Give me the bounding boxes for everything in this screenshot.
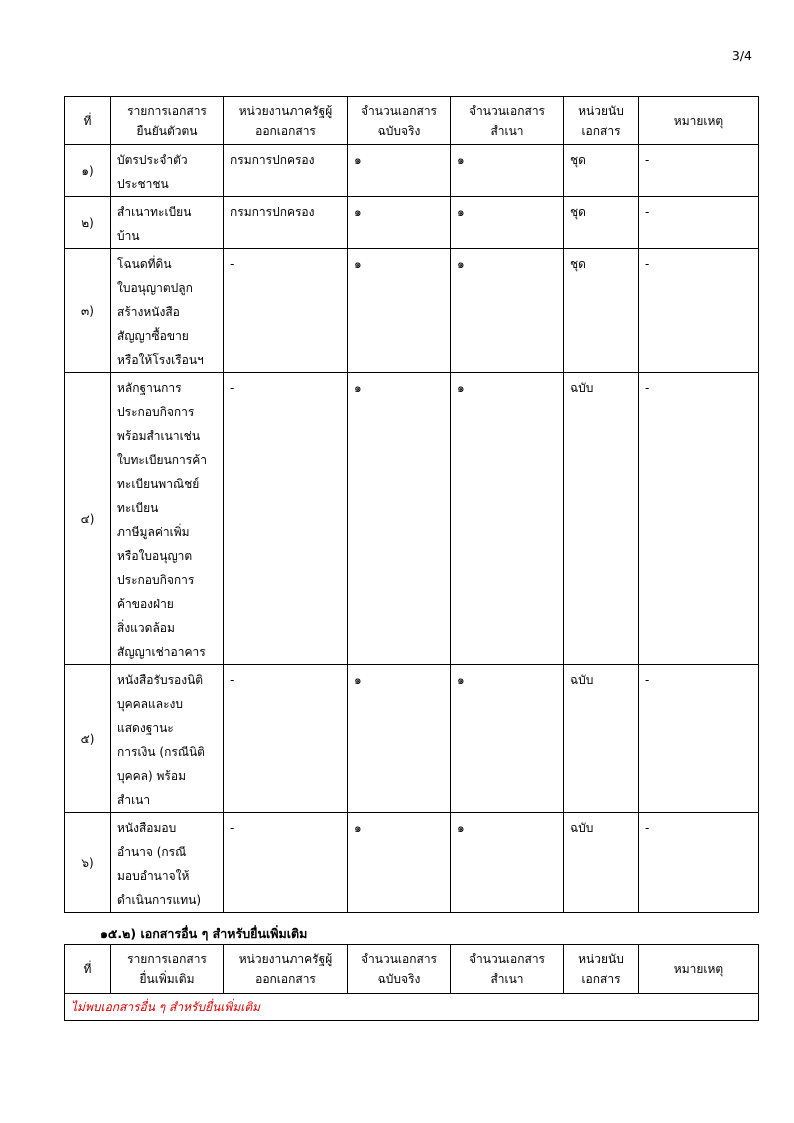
document-name-line: บัตรประจำตัว [117,153,188,167]
remark: - [639,145,759,197]
issuing-agency: กรมการปกครอง [224,197,348,249]
document-name [111,665,224,813]
document-name-line: สัญญาเช่าอาคาร [117,645,206,659]
document-name-line: ค้าของฝ่าย [117,597,174,611]
table-row [65,249,759,373]
document-unit: ฉบับ [564,813,639,913]
header-line: จำนวนเอกสาร [361,103,437,118]
header-line: เอกสาร [581,972,621,986]
header-cell [564,945,639,994]
header-cell [348,945,451,994]
header-cell [65,945,111,994]
copy-count: ๑ [451,813,564,913]
issuing-agency: - [224,665,348,813]
document-name [111,373,224,665]
document-name-line: โฉนดที่ดิน [117,257,172,271]
document-name-line: หนังสือมอบ [117,821,177,835]
header-line: เอกสาร [581,123,621,138]
document-name-line: การเงิน (กรณีนิติ [117,745,205,759]
document-name-line: ประกอบกิจการ [117,405,195,419]
header-cell [224,945,348,994]
document-name-line: สำเนา [117,793,151,807]
table-header-row [65,97,759,145]
page-number: 3/4 [731,48,752,63]
header-line: ที่ [83,962,92,976]
document-unit: ฉบับ [564,373,639,665]
header-line: รายการเอกสาร [127,103,207,118]
document-name [111,197,224,249]
header-line: รายการเอกสาร [127,952,207,966]
header-line: ยื่นเพิ่มเติม [139,972,195,986]
header-line: หน่วยนับ [578,952,624,966]
document-name-line: ภาษีมูลค่าเพิ่ม [117,525,190,539]
original-count: ๑ [348,373,451,665]
document-unit: ชุด [564,249,639,373]
remark: - [639,373,759,665]
row-number: ๕) [65,665,111,813]
row-number: ๓) [65,249,111,373]
extra-section-title: ๑๕.๒) เอกสารอื่น ๆ สำหรับยื่นเพิ่มเติม [100,926,308,941]
document-name-line: บ้าน [117,229,140,243]
document-unit: ฉบับ [564,665,639,813]
header-line: หน่วยนับ [578,103,624,118]
document-name [111,145,224,197]
header-cell [564,97,639,145]
copy-count: ๑ [451,197,564,249]
table-row [65,145,759,197]
header-cell [224,97,348,145]
header-cell [639,945,759,994]
row-number: ๑) [65,145,111,197]
header-line: ฉบับจริง [377,972,421,986]
document-name-line: ทะเบียนพาณิชย์ [117,477,200,491]
remark: - [639,249,759,373]
table-row [65,197,759,249]
header-cell [348,97,451,145]
document-name-line: ประกอบกิจการ [117,573,195,587]
document-name-line: หลักฐานการ [117,381,182,395]
header-line: จำนวนเอกสาร [469,952,545,966]
copy-count: ๑ [451,665,564,813]
header-line: หมายเหตุ [673,962,724,976]
copy-count: ๑ [451,373,564,665]
table-row [65,665,759,813]
header-line: ที่ [83,113,92,128]
document-name-line: ดำเนินการแทน) [117,893,202,907]
document-name-line: ทะเบียน [117,501,159,515]
header-cell [111,97,224,145]
document-name-line: แสดงฐานะ [117,721,174,735]
issuing-agency: - [224,373,348,665]
header-cell [451,945,564,994]
header-line: หมายเหตุ [673,113,724,128]
document-name-line: พร้อมสำเนาเช่น [117,429,201,443]
header-cell [451,97,564,145]
document-name-line: ประชาชน [117,177,169,191]
remark: - [639,665,759,813]
copy-count: ๑ [451,145,564,197]
not-found-message: ไม่พบเอกสารอื่น ๆ สำหรับยื่นเพิ่มเติม [65,994,759,1021]
header-line: จำนวนเอกสาร [361,952,437,966]
table-row [65,994,759,1021]
header-cell [639,97,759,145]
document-name-line: สำเนาทะเบียน [117,205,192,219]
header-line: ยืนยันตัวตน [136,123,198,138]
document-name-line: หนังสือรับรองนิติ [117,673,204,687]
header-line: ออกเอกสาร [255,972,316,986]
copy-count: ๑ [451,249,564,373]
remark: - [639,813,759,913]
original-count: ๑ [348,249,451,373]
document-name-line: สร้างหนังสือ [117,305,180,319]
header-line: ฉบับจริง [377,123,421,138]
document-name-line: อำนาจ (กรณี [117,845,187,859]
original-count: ๑ [348,145,451,197]
document-name-line: บุคคล) พร้อม [117,769,186,783]
document-name-line: สิ่งแวดล้อม [117,621,175,635]
document-name-line: หรือให้โรงเรือนฯ [117,353,204,367]
header-cell [65,97,111,145]
row-number: ๖) [65,813,111,913]
row-number: ๔) [65,373,111,665]
header-line: หน่วยงานภาครัฐผู้ [238,103,333,118]
document-name-line: มอบอำนาจให้ [117,869,190,883]
identity-documents-table [64,96,759,913]
table-row [65,813,759,913]
table-header-row [65,945,759,994]
header-cell [111,945,224,994]
document-name-line: ใบทะเบียนการค้า [117,453,207,467]
remark: - [639,197,759,249]
table-row [65,373,759,665]
document-name-line: บุคคลและงบ [117,697,184,711]
original-count: ๑ [348,813,451,913]
additional-documents-table [64,944,759,1021]
header-line: ออกเอกสาร [255,123,316,138]
document-name-line: ใบอนุญาตปลูก [117,281,193,295]
issuing-agency: กรมการปกครอง [224,145,348,197]
row-number: ๒) [65,197,111,249]
header-line: สำเนา [490,972,524,986]
original-count: ๑ [348,197,451,249]
header-line: จำนวนเอกสาร [469,103,545,118]
document-name [111,813,224,913]
document-name [111,249,224,373]
document-name-line: สัญญาซื้อขาย [117,329,189,343]
document-unit: ชุด [564,197,639,249]
header-line: สำเนา [490,123,524,138]
issuing-agency: - [224,813,348,913]
document-name-line: หรือใบอนุญาต [117,549,193,563]
document-unit: ชุด [564,145,639,197]
header-line: หน่วยงานภาครัฐผู้ [238,952,333,966]
issuing-agency: - [224,249,348,373]
original-count: ๑ [348,665,451,813]
